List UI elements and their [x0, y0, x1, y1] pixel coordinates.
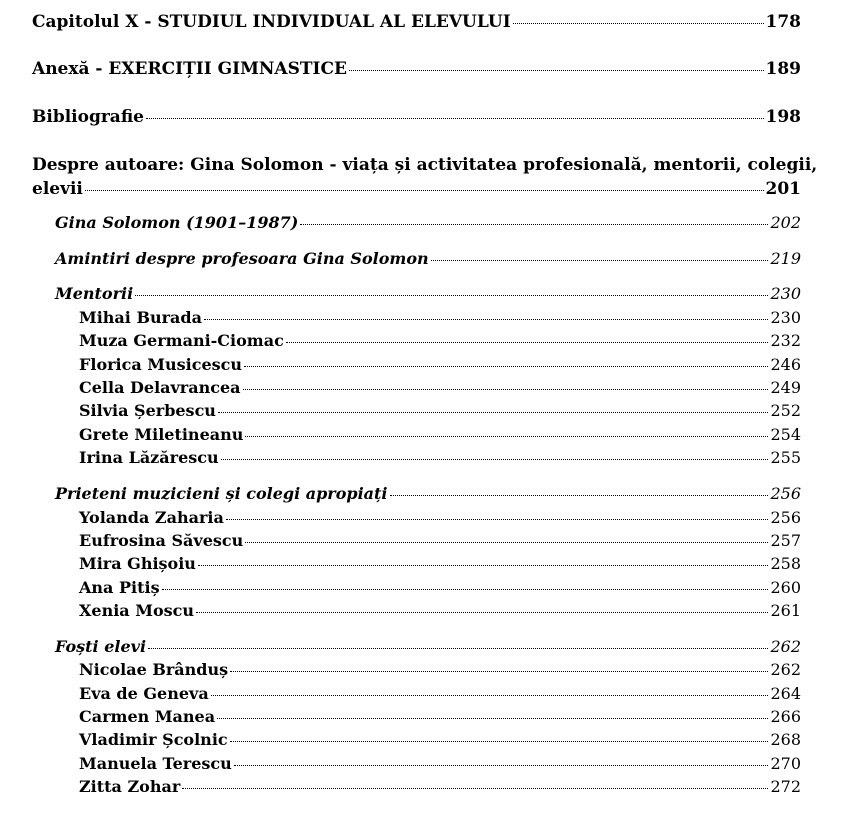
toc-entry-page: 258 [770, 554, 801, 573]
toc-entry-page: 260 [770, 578, 801, 597]
toc-item-vladimir-scolnic[interactable] [79, 730, 801, 749]
toc-item-eva-de-geneva[interactable] [79, 684, 801, 703]
dot-leader [217, 718, 768, 719]
dot-leader [196, 612, 768, 613]
dot-leader [221, 459, 769, 460]
toc-item-cella-delavrancea[interactable] [79, 378, 801, 397]
dot-leader [234, 765, 769, 766]
toc-entry-title: Xenia Moscu [79, 601, 195, 620]
toc-entry-page: 254 [770, 425, 801, 444]
toc-item-silvia-serbescu[interactable] [79, 401, 801, 420]
toc-entry-page: 268 [770, 730, 801, 749]
toc-entry-page: 261 [770, 601, 801, 620]
dot-leader [135, 295, 768, 296]
dot-leader [513, 23, 764, 24]
toc-entry-chapter-x[interactable] [32, 12, 801, 32]
toc-entry-title: Nicolae Brânduș [79, 660, 229, 679]
toc-entry-title: Manuela Terescu [79, 754, 232, 773]
toc-entry-title: Amintiri despre profesoara Gina Solomon [55, 249, 429, 268]
toc-entry-title: Zitta Zohar [79, 777, 181, 796]
toc-item-zitta-zohar[interactable] [79, 777, 801, 796]
toc-item-manuela-terescu[interactable] [79, 754, 801, 773]
toc-entry-title: Prieteni muzicieni și colegi apropiați [55, 484, 388, 503]
toc-entry-page: 272 [770, 777, 801, 796]
dot-leader [245, 436, 768, 437]
toc-entry-title-line2: elevii [32, 179, 83, 199]
toc-entry-title: Muza Germani-Ciomac [79, 331, 284, 350]
toc-entry-page: 262 [770, 637, 801, 656]
dot-leader [211, 695, 769, 696]
toc-item-mihai-burada[interactable] [79, 308, 801, 327]
dot-leader [162, 589, 769, 590]
toc-entry-title: Ana Pitiș [79, 578, 160, 597]
toc-entry-page: 189 [765, 59, 801, 79]
dot-leader [230, 741, 769, 742]
toc-item-florica-musicescu[interactable] [79, 355, 801, 374]
toc-entry-page: 201 [765, 179, 801, 199]
toc-entry-page: 262 [770, 660, 801, 679]
toc-entry-title: Mihai Burada [79, 308, 202, 327]
toc-entry-title: Yolanda Zaharia [79, 508, 224, 527]
toc-entry-page: 270 [770, 754, 801, 773]
toc-entry-title: Eva de Geneva [79, 684, 209, 703]
toc-item-mira-ghisoiu[interactable] [79, 554, 801, 573]
toc-entry-page: 219 [770, 249, 801, 268]
toc-item-yolanda-zaharia[interactable] [79, 508, 801, 527]
toc-section-fosti-elevi[interactable] [55, 637, 801, 656]
dot-leader [198, 565, 769, 566]
toc-entry-page: 198 [765, 107, 801, 127]
dot-leader [390, 495, 769, 496]
toc-entry-title: Anexă - EXERCIȚII GIMNASTICE [32, 59, 347, 79]
toc-entry-title: Eufrosina Săvescu [79, 531, 244, 550]
toc-entry-title: Bibliografie [32, 107, 145, 127]
dot-leader [431, 260, 769, 261]
toc-entry-page: 230 [770, 284, 801, 303]
dot-leader [85, 190, 764, 191]
toc-entry-title: Mentorii [55, 284, 134, 303]
toc-entry-page: 256 [770, 508, 801, 527]
toc-entry-title: Foști elevi [55, 637, 147, 656]
toc-entry-page: 264 [770, 684, 801, 703]
toc-entry-title: Gina Solomon (1901–1987) [55, 213, 299, 232]
dot-leader [218, 412, 769, 413]
dot-leader [300, 224, 768, 225]
toc-entry-page: 249 [770, 378, 801, 397]
toc-item-nicolae-brandus[interactable] [79, 660, 801, 679]
dot-leader [245, 542, 768, 543]
toc-entry-title: Irina Lăzărescu [79, 448, 219, 467]
toc-entry-title: Vladimir Școlnic [79, 730, 228, 749]
toc-item-ana-pitis[interactable] [79, 578, 801, 597]
toc-item-muza-germani-ciomac[interactable] [79, 331, 801, 350]
toc-section-mentorii[interactable] [55, 284, 801, 303]
toc-entry-page: 252 [770, 401, 801, 420]
toc-entry-title: Florica Musicescu [79, 355, 243, 374]
toc-entry-page: 232 [770, 331, 801, 350]
toc-item-carmen-manea[interactable] [79, 707, 801, 726]
toc-entry-page: 230 [770, 308, 801, 327]
toc-entry-page: 257 [770, 531, 801, 550]
toc-entry-title: Grete Miletineanu [79, 425, 244, 444]
dot-leader [243, 389, 769, 390]
dot-leader [148, 648, 768, 649]
toc-entry-page: 266 [770, 707, 801, 726]
dot-leader [204, 319, 769, 320]
toc-item-eufrosina-savescu[interactable] [79, 531, 801, 550]
toc-section-gina-solomon[interactable] [55, 213, 801, 232]
toc-entry-bibliografie[interactable] [32, 107, 801, 127]
toc-entry-page: 255 [770, 448, 801, 467]
dot-leader [182, 788, 768, 789]
dot-leader [226, 519, 769, 520]
dot-leader [230, 671, 768, 672]
toc-entry-anexa[interactable] [32, 59, 801, 79]
dot-leader [244, 366, 768, 367]
toc-entry-page: 178 [765, 12, 801, 32]
toc-entry-title: Mira Ghișoiu [79, 554, 196, 573]
toc-entry-page: 202 [770, 213, 801, 232]
toc-entry-title: Carmen Manea [79, 707, 216, 726]
toc-section-amintiri[interactable] [55, 249, 801, 268]
toc-entry-page: 256 [770, 484, 801, 503]
toc-item-xenia-moscu[interactable] [79, 601, 801, 620]
toc-item-grete-miletineanu[interactable] [79, 425, 801, 444]
toc-section-prieteni[interactable] [55, 484, 801, 503]
toc-entry-despre-autoare[interactable] [32, 179, 801, 199]
dot-leader [146, 118, 763, 119]
toc-entry-page: 246 [770, 355, 801, 374]
toc-item-irina-lazarescu[interactable] [79, 448, 801, 467]
toc-entry-title: Capitolul X - STUDIUL INDIVIDUAL AL ELEVULUI [32, 12, 511, 32]
toc-entry-title-line1: Despre autoare: Gina Solomon - viața și activitatea profesională, mentorii, colegii, [32, 155, 818, 175]
toc-entry-title: Cella Delavrancea [79, 378, 241, 397]
dot-leader [349, 70, 764, 71]
toc-entry-title: Silvia Șerbescu [79, 401, 216, 420]
dot-leader [286, 342, 769, 343]
